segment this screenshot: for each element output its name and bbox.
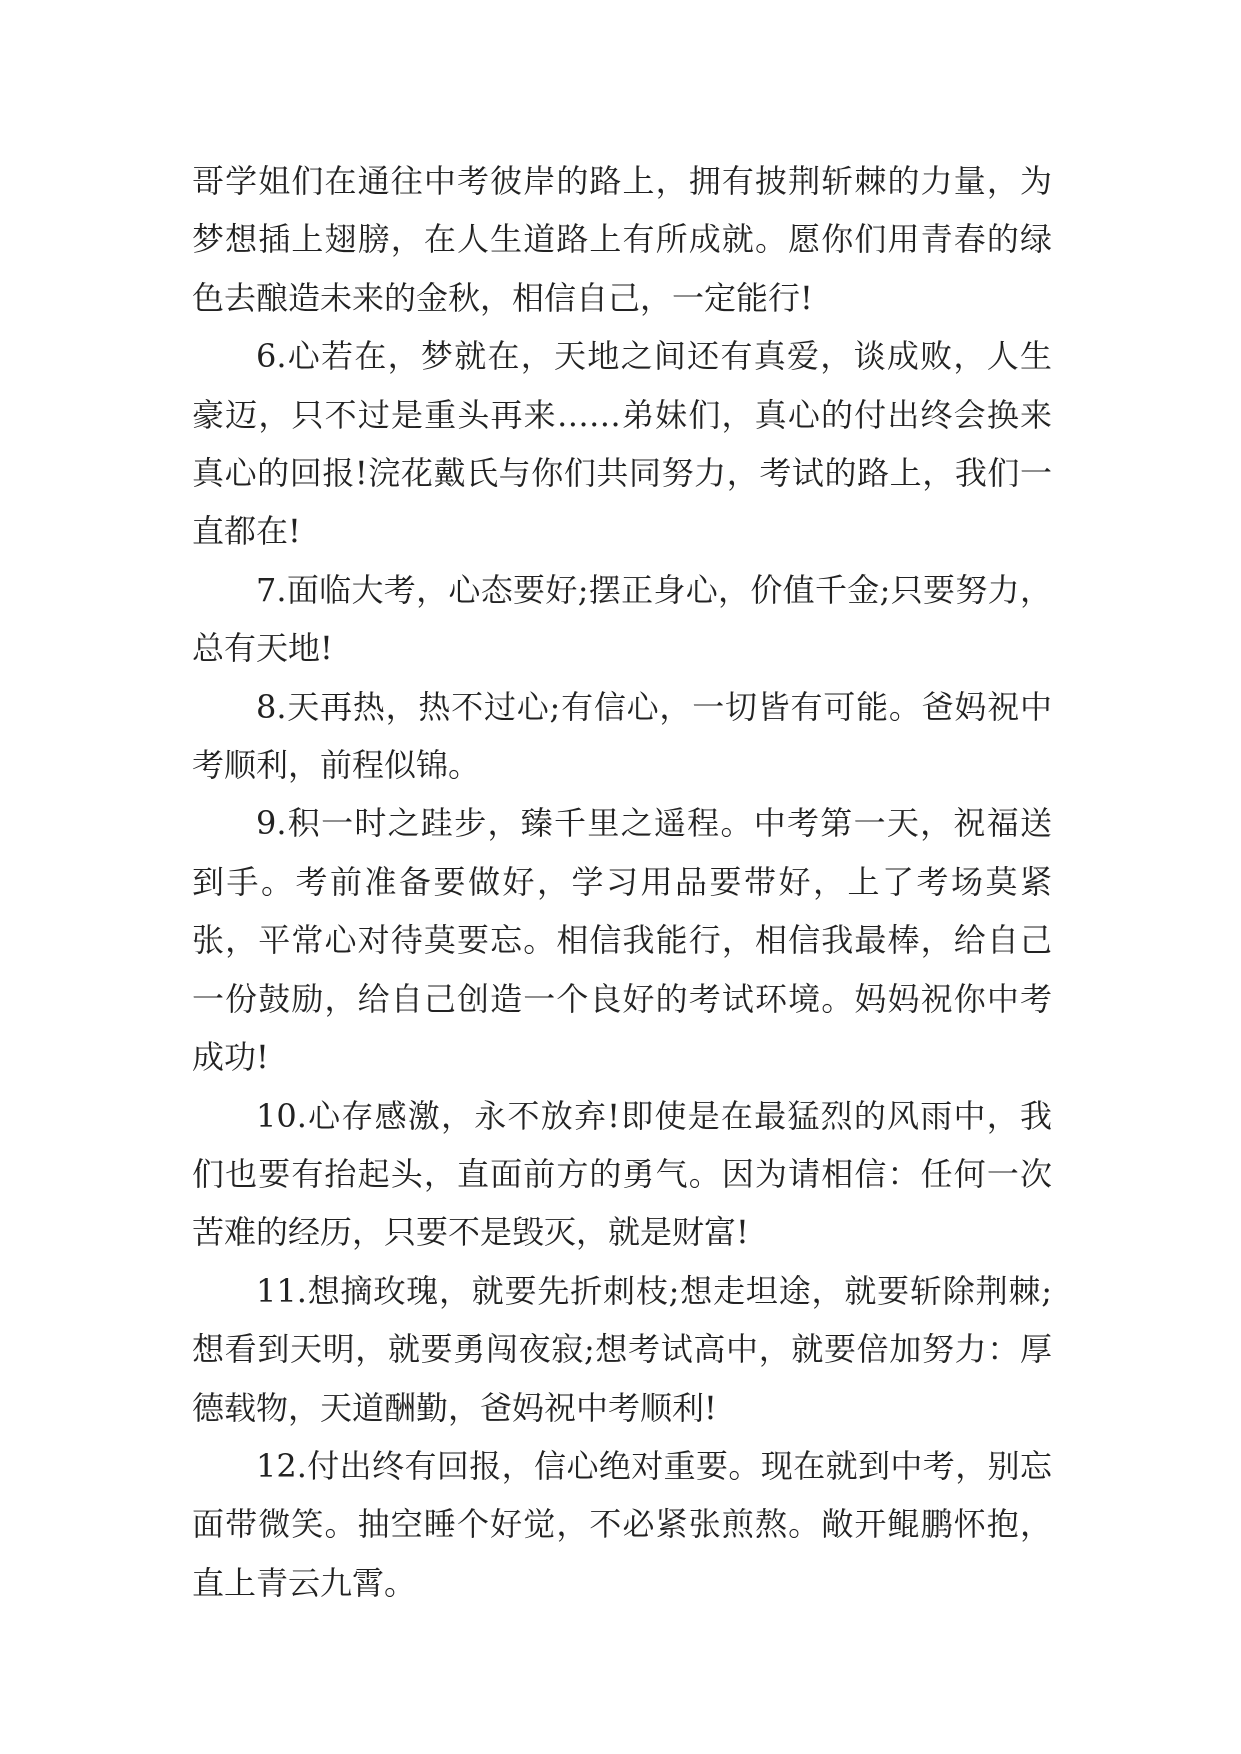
paragraph-item-12: 12.付出终有回报，信心绝对重要。现在就到中考，别忘面带微笑。抽空睡个好觉，不必紧张煎熬。敞开鲲鹏怀抱，直上青云九霄。	[192, 1446, 1052, 1602]
paragraph-continuation: 哥学姐们在通往中考彼岸的路上，拥有披荆斩棘的力量，为梦想插上翅膀，在人生道路上有所成就。愿你们用青春的绿色去酿造未来的金秋，相信自己，一定能行!	[192, 162, 1052, 317]
paragraph-item-9: 9.积一时之跬步，臻千里之遥程。中考第一天，祝福送到手。考前准备要做好，学习用品要带好，上了考场莫紧张，平常心对待莫要忘。相信我能行，相信我最棒，给自己一份鼓励，给自己创造一个良好的考试环境。妈妈祝你中考成功!	[192, 804, 1052, 1077]
paragraph-item-10: 10.心存感激，永不放弃!即使是在最猛烈的风雨中，我们也要有抬起头，直面前方的勇气。因为请相信：任何一次苦难的经历，只要不是毁灭，就是财富!	[192, 1096, 1052, 1252]
paragraph-item-11: 11.想摘玫瑰，就要先折刺枝;想走坦途，就要斩除荆棘;想看到天明，就要勇闯夜寂;想考试高中，就要倍加努力：厚德载物，天道酬勤，爸妈祝中考顺利!	[192, 1271, 1052, 1427]
paragraph-item-8: 8.天再热，热不过心;有信心，一切皆有可能。爸妈祝中考顺利，前程似锦。	[192, 687, 1052, 785]
paragraph-item-7: 7.面临大考，心态要好;摆正身心，价值千金;只要努力，总有天地!	[192, 570, 1052, 668]
paragraph-item-6: 6.心若在，梦就在，天地之间还有真爱，谈成败，人生豪迈，只不过是重头再来……弟妹们，真心的付出终会换来真心的回报!浣花戴氏与你们共同努力，考试的路上，我们一直都在!	[192, 337, 1052, 551]
document-body	[192, 152, 1052, 1612]
